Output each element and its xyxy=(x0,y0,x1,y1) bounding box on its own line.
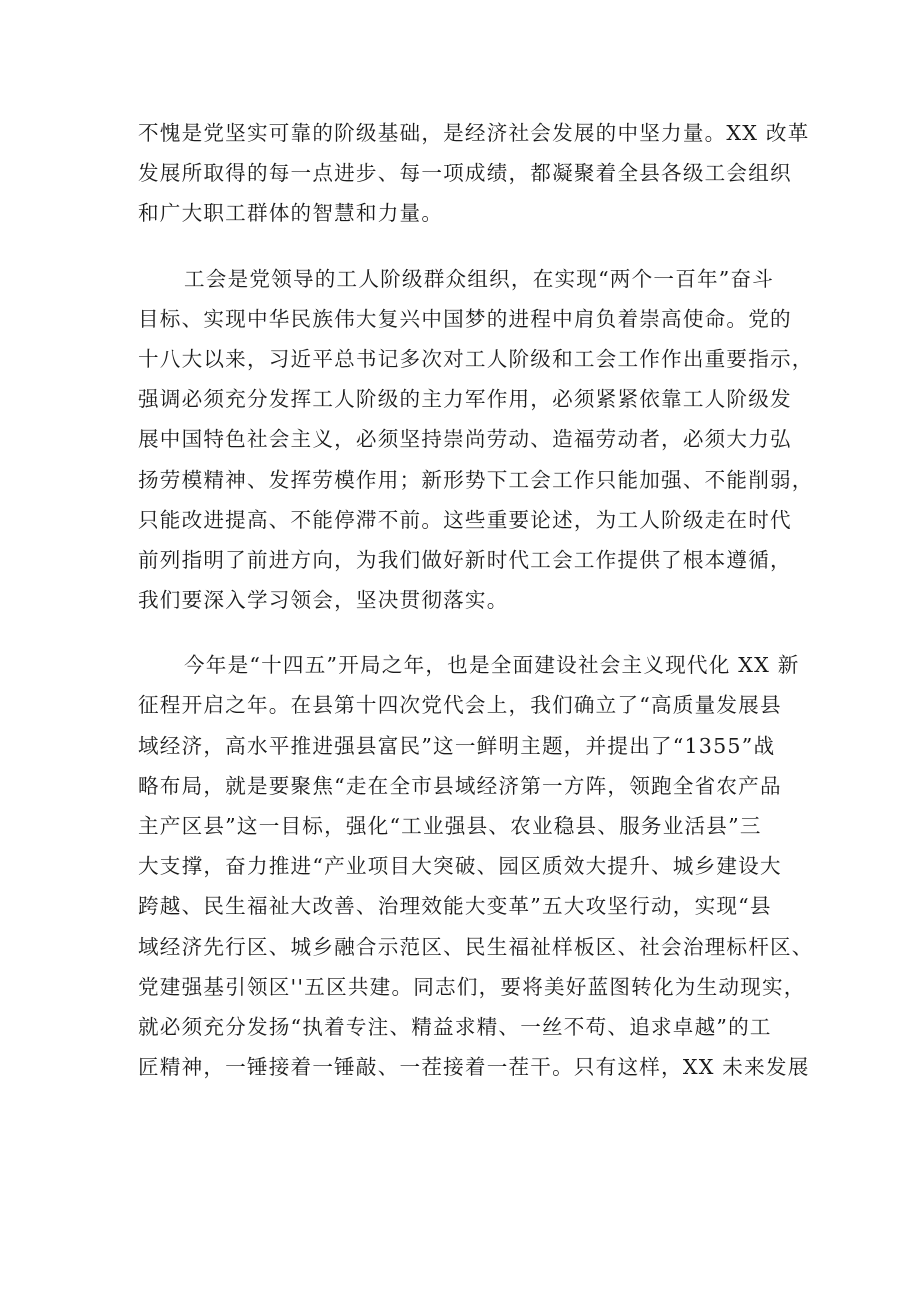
text-line: 目标、实现中华民族伟大复兴中国梦的进程中肩负着崇高使命。党的 xyxy=(138,306,792,331)
text-line: 工会是党领导的工人阶级群众组织，在实现“两个一百年”奋斗 xyxy=(184,266,775,291)
text-line: 跨越、民生福祉大改善、治理效能大变革”五大攻坚行动，实现“县 xyxy=(138,894,772,919)
paragraph-1 xyxy=(138,113,810,234)
text-line: 强调必须充分发挥工人阶级的主力军作用，必须紧紧依靠工人阶级发 xyxy=(138,387,792,412)
text-line: 和广大职工群体的智慧和力量。 xyxy=(138,201,444,226)
text-line: 略布局，就是要聚焦“走在全市县域经济第一方阵，领跑全省农产品 xyxy=(138,773,782,798)
text-line: 就必须充分发扬“执着专注、精益求精、一丝不苟、追求卓越”的工 xyxy=(138,1014,772,1039)
document-body xyxy=(138,113,814,1087)
text-line: 域经济先行区、城乡融合示范区、民生福祉样板区、社会治理标杆区、 xyxy=(138,934,814,959)
text-line: 征程开启之年。在县第十四次党代会上，我们确立了“高质量发展县 xyxy=(138,693,782,718)
text-line: 前列指明了前进方向，为我们做好新时代工会工作提供了根本遵循， xyxy=(138,547,792,572)
text-line: 发展所取得的每一点进步、每一项成绩，都凝聚着全县各级工会组织 xyxy=(138,161,792,186)
text-line: 大支撑，奋力推进“产业项目大突破、园区质效大提升、城乡建设大 xyxy=(138,854,782,879)
text-line: 扬劳模精神、发挥劳模作用；新形势下工会工作只能加强、不能削弱， xyxy=(138,467,814,492)
text-line: 我们要深入学习领会，坚决贯彻落实。 xyxy=(138,588,509,613)
text-line: 十八大以来，习近平总书记多次对工人阶级和工会工作作出重要指示， xyxy=(138,346,814,371)
paragraph-spacer xyxy=(138,620,798,645)
text-line: 域经济，高水平推进强县富民”这一鲜明主题，并提出了“1355”战 xyxy=(138,733,776,758)
text-line: 展中国特色社会主义，必须坚持崇尚劳动、造福劳动者，必须大力弘 xyxy=(138,427,792,452)
text-line: 不愧是党坚实可靠的阶级基础，是经济社会发展的中坚力量。XX 改革 xyxy=(138,121,810,145)
text-line: 今年是“十四五”开局之年，也是全面建设社会主义现代化 XX 新 xyxy=(184,653,800,678)
paragraph-2 xyxy=(138,259,814,621)
paragraph-spacer xyxy=(138,234,798,259)
text-line: 只能改进提高、不能停滞不前。这些重要论述，为工人阶级走在时代 xyxy=(138,507,792,532)
text-line: 主产区县”这一目标，强化“工业强县、农业稳县、服务业活县”三 xyxy=(138,814,762,838)
text-line: 匠精神，一锤接着一锤敲、一茬接着一茬干。只有这样，XX 未来发展 xyxy=(138,1055,810,1080)
paragraph-3 xyxy=(138,645,814,1087)
text-line: 党建强基引领区''五区共建。同志们，要将美好蓝图转化为生动现实， xyxy=(138,974,806,999)
